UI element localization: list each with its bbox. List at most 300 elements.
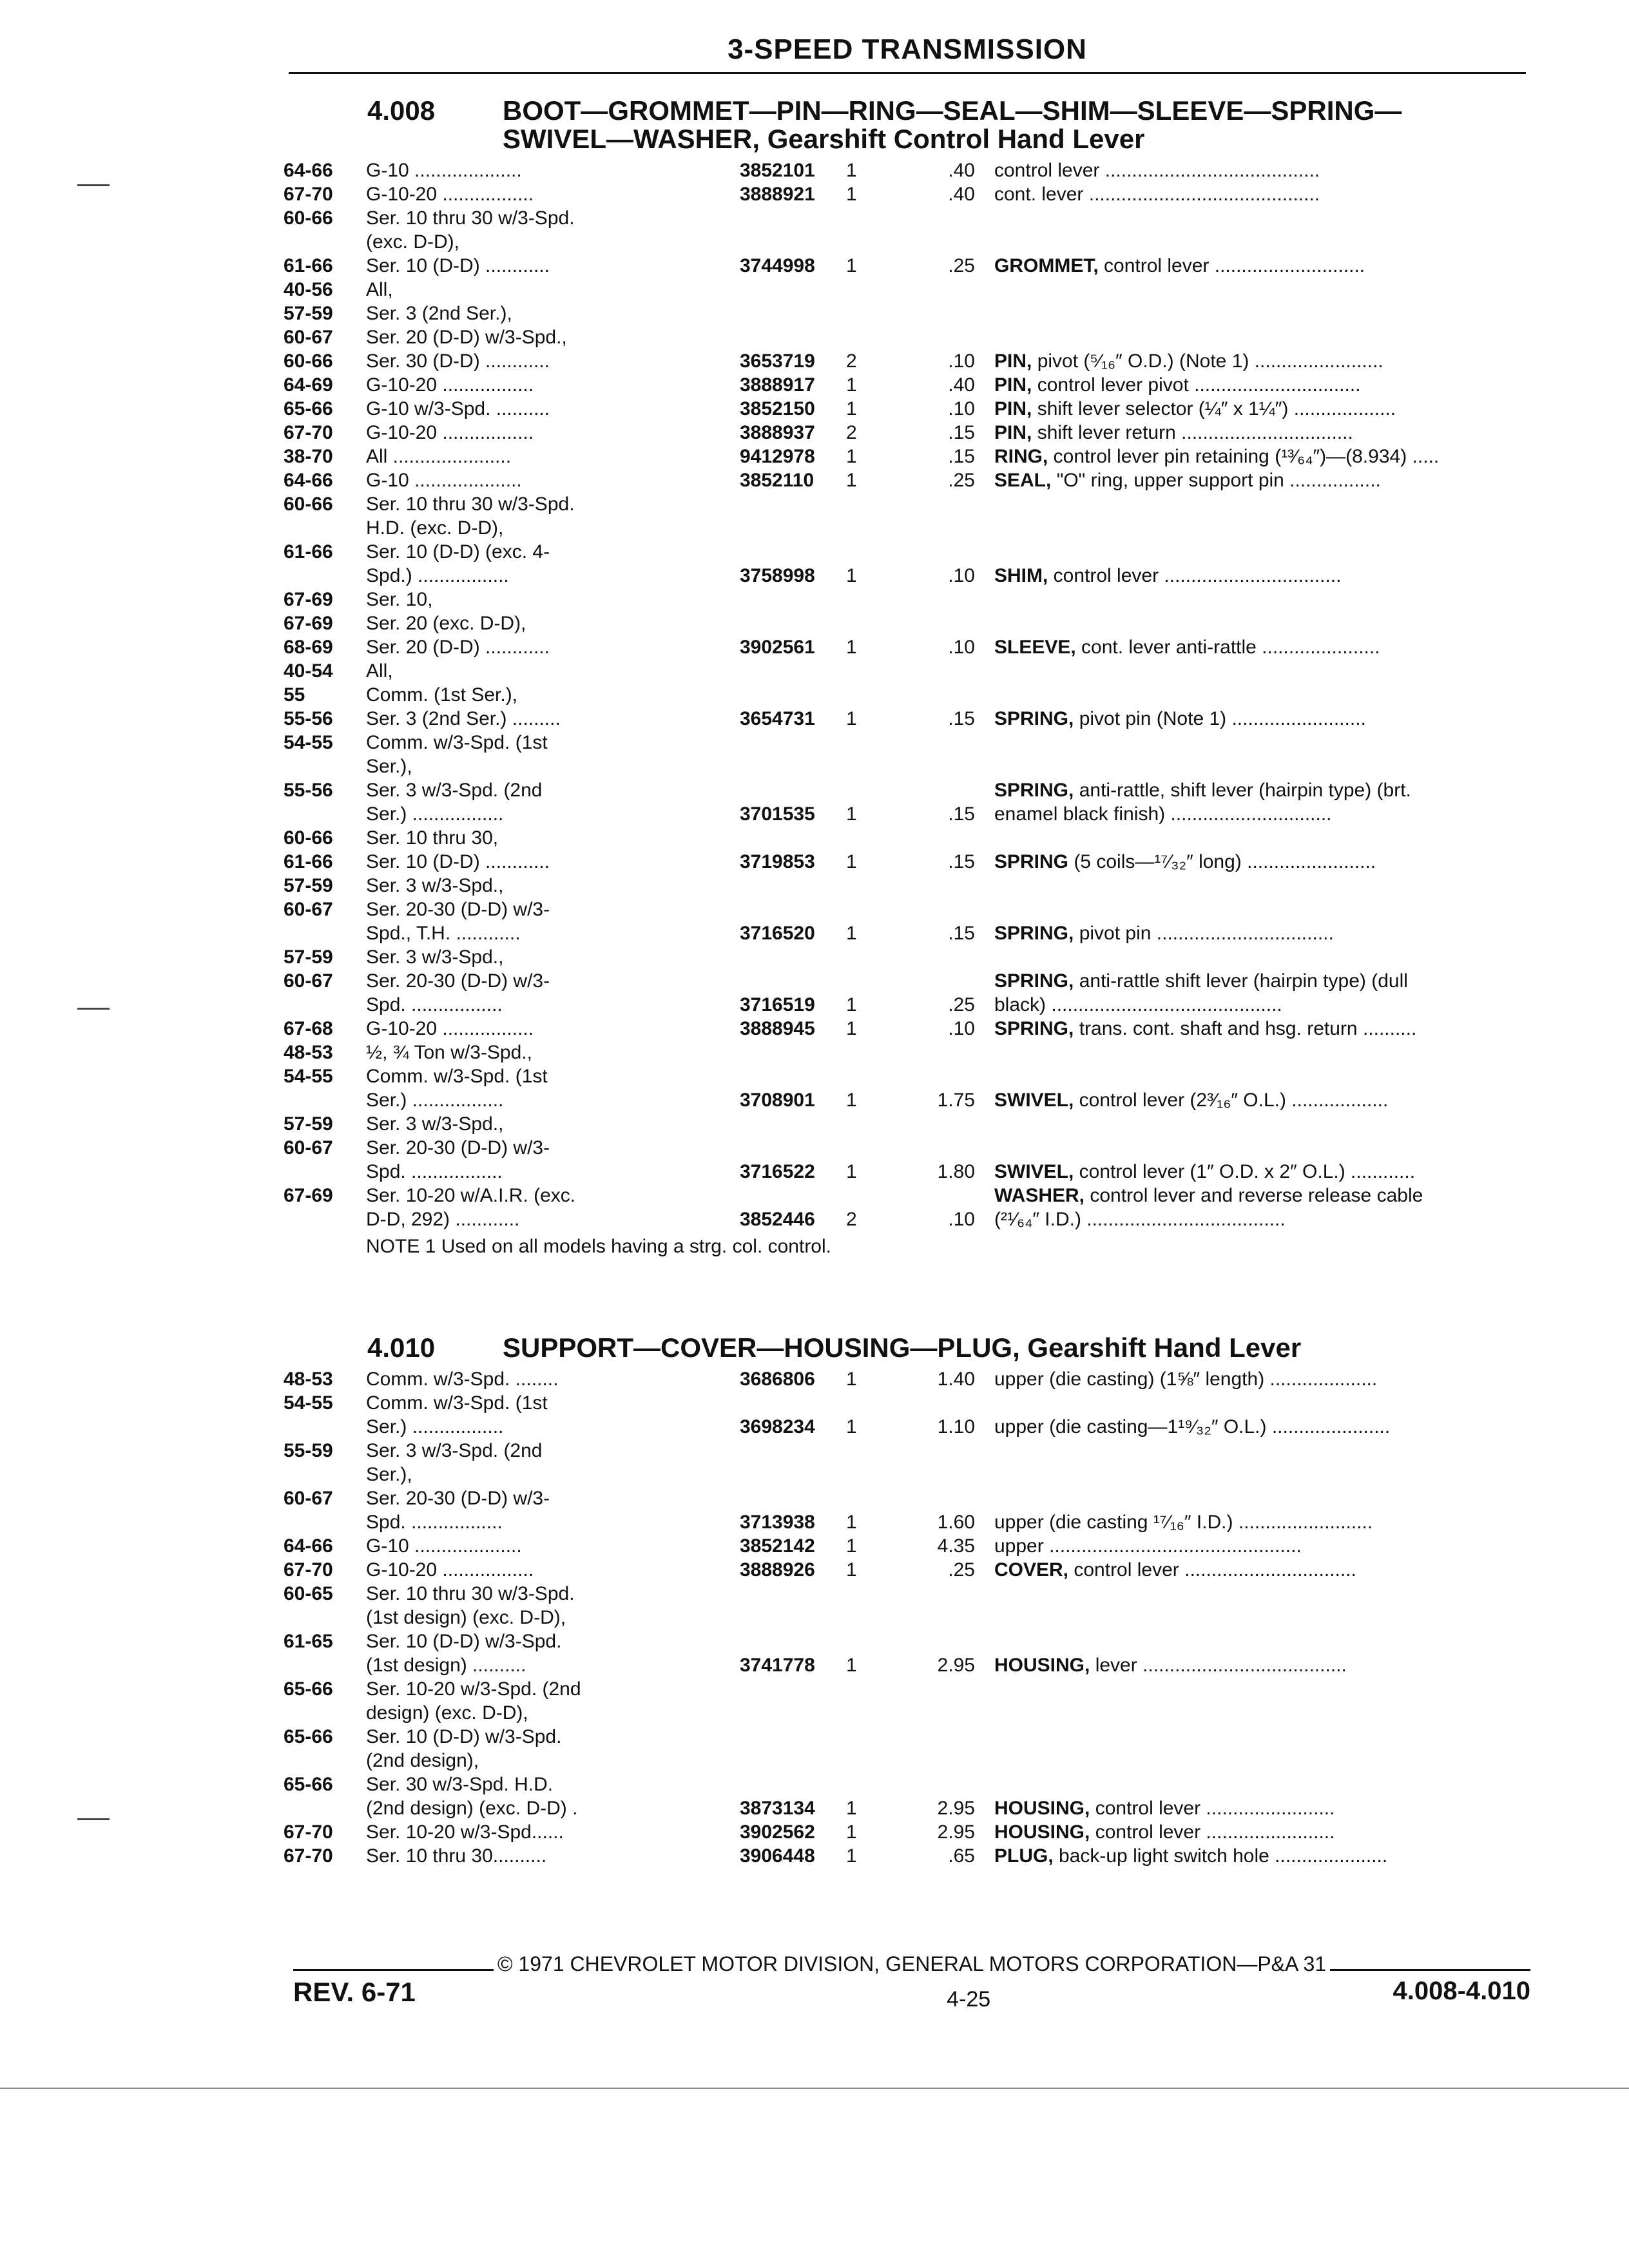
model-years: 60-67 [284,899,333,920]
price: 1.60 [937,1512,975,1533]
part-number: 3654731 [740,708,815,729]
part-name: SPRING, [994,1018,1074,1039]
part-description [994,707,1508,731]
table-row [284,731,1534,778]
quantity: 1 [846,398,857,419]
price: 1.80 [937,1161,975,1182]
price: .10 [948,398,975,419]
model-years: 67-69 [284,589,333,610]
part-name: SPRING, [994,708,1074,729]
table-row [284,254,1534,278]
model-application: Ser. 20-30 (D-D) w/3- Spd., T.H. ............ [366,899,550,944]
part-description [994,373,1508,397]
section-heading [367,97,1534,153]
part-detail: upper (die casting) (1⅝″ length) .................... [994,1369,1378,1390]
part-name: SPRING, [994,970,1074,992]
table-row [284,1486,1534,1534]
part-number: 9412978 [740,446,815,467]
model-years: 61-66 [284,255,333,276]
part-description [994,1534,1508,1558]
part-name: PLUG, [994,1845,1054,1867]
part-description [994,921,1508,945]
quantity: 1 [846,851,857,872]
model-years: 57-59 [284,875,333,896]
part-name: HOUSING, [994,1798,1090,1819]
part-name: SEAL, [994,470,1052,491]
quantity: 2 [846,351,857,372]
table-row [284,445,1534,468]
table-row [284,588,1534,611]
table-row [284,1064,1534,1112]
part-number: 3758998 [740,565,815,586]
model-application: Ser. 3 w/3-Spd. (2nd Ser.) ................. [366,780,543,825]
model-application: G-10 .................... [366,1535,522,1557]
model-application: Ser. 30 (D-D) ............ [366,351,550,372]
part-name: SPRING, [994,780,1074,801]
part-description [994,1510,1508,1534]
parts-table [284,1367,1534,1868]
price: 1.40 [937,1369,975,1390]
model-application: Ser. 10 (D-D) w/3-Spd. (2nd design), [366,1726,562,1771]
part-detail: control lever pivot ............................... [1032,374,1361,396]
part-detail: lever ...................................... [1090,1655,1347,1676]
section-number: 4.008 [367,95,436,126]
price: .40 [948,160,975,181]
model-application: Ser. 3 w/3-Spd., [366,947,504,968]
part-detail: anti-rattle shift lever (hairpin type) (dull black) ........................................... [994,970,1408,1015]
part-number: 3716519 [740,994,815,1015]
model-years: 55-59 [284,1440,333,1461]
part-detail: cont. lever ........................................... [994,184,1320,205]
model-application: Ser. 10 (D-D) ............ [366,255,550,276]
part-description [994,159,1508,182]
price: .10 [948,351,975,372]
model-application: G-10-20 ................. [366,1018,534,1039]
table-row [284,1844,1534,1868]
quantity: 1 [846,374,857,396]
table-row [284,874,1534,898]
model-application: G-10 .................... [366,160,522,181]
model-years: 60-67 [284,970,333,992]
model-years: 55-56 [284,708,333,729]
table-row [284,635,1534,659]
quantity: 1 [846,1798,857,1819]
part-number: 3852150 [740,398,815,419]
model-application: All ...................... [366,446,512,467]
part-detail: pivot (⁵⁄₁₆″ O.D.) (Note 1) ........................ [1032,351,1383,372]
model-application: G-10 .................... [366,470,522,491]
part-number: 3852446 [740,1209,815,1230]
table-row [284,1112,1534,1136]
model-years: 68-69 [284,637,333,658]
part-number: 3852142 [740,1535,815,1557]
quantity: 1 [846,1559,857,1581]
model-application: G-10-20 ................. [366,374,534,396]
table-row [284,1439,1534,1486]
price: .40 [948,374,975,396]
model-years: 64-69 [284,374,333,396]
part-detail: cont. lever anti-rattle ...................... [1075,637,1380,658]
table-row [284,540,1534,588]
model-years: 38-70 [284,446,333,467]
table-row [284,182,1534,206]
part-number: 3686806 [740,1369,815,1390]
part-name: HOUSING, [994,1655,1090,1676]
model-application: G-10-20 ................. [366,184,534,205]
table-row [284,302,1534,325]
quantity: 1 [846,1655,857,1676]
header-divider [289,72,1526,74]
part-number: 3701535 [740,803,815,825]
model-years: 67-70 [284,1845,333,1867]
part-detail: control lever ................................. [1048,565,1342,586]
part-description [994,421,1508,445]
model-application: Ser. 10, [366,589,433,610]
part-number: 3902562 [740,1821,815,1843]
table-row [284,206,1534,254]
model-application: G-10-20 ................. [366,1559,534,1581]
quantity: 1 [846,1090,857,1111]
price: .25 [948,255,975,276]
part-number: 3888937 [740,422,815,443]
model-years: 67-70 [284,1559,333,1581]
part-number: 3888945 [740,1018,815,1039]
quantity: 1 [846,565,857,586]
model-years: 60-66 [284,827,333,849]
model-application: Ser. 10 (D-D) (exc. 4- Spd.) ................. [366,541,550,586]
part-number: 3852110 [740,470,815,491]
model-application: Ser. 20 (D-D) ............ [366,637,550,658]
part-number: 3741778 [740,1655,815,1676]
price: .10 [948,565,975,586]
quantity: 1 [846,470,857,491]
part-detail: upper ............................................... [994,1535,1302,1557]
part-detail: pivot pin (Note 1) ......................... [1074,708,1366,729]
part-description [994,254,1508,278]
part-description [994,1367,1508,1391]
table-row [284,1677,1534,1725]
table-row [284,349,1534,373]
table-row [284,468,1534,492]
footer-rule [1330,1969,1530,1971]
table-row [284,492,1534,540]
part-name: RING, [994,446,1048,467]
part-number: 3888921 [740,184,815,205]
part-number: 3653719 [740,351,815,372]
section-range: 4.008-4.010 [1393,1977,1530,2005]
price: .10 [948,637,975,658]
quantity: 1 [846,994,857,1015]
table-row [284,611,1534,635]
section-title: BOOT—GROMMET—PIN—RING—SEAL—SHIM—SLEEVE—SPRING— SWIVEL—WASHER, Gearshift Control Hand Lever [503,95,1402,154]
table-row [284,325,1534,349]
model-application: Ser. 10 thru 30 w/3-Spd. (exc. D-D), [366,207,575,253]
price: .25 [948,994,975,1015]
part-description [994,349,1508,373]
model-application: All, [366,279,393,300]
quantity: 1 [846,1416,857,1437]
part-number: 3716522 [740,1161,815,1182]
model-years: 65-66 [284,1774,333,1795]
quantity: 1 [846,184,857,205]
price: 2.95 [937,1655,975,1676]
part-number: 3888917 [740,374,815,396]
price: 1.75 [937,1090,975,1111]
table-row [284,1017,1534,1041]
part-detail: upper (die casting ¹⁷⁄₁₆″ I.D.) ......................... [994,1512,1373,1533]
table-row [284,159,1534,182]
quantity: 1 [846,1369,857,1390]
model-application: Ser. 10 thru 30.......... [366,1845,547,1867]
table-row [284,778,1534,826]
quantity: 1 [846,160,857,181]
price: .25 [948,1559,975,1581]
model-application: Comm. w/3-Spd. (1st Ser.), [366,732,548,777]
part-detail: control lever (1″ O.D. x 2″ O.L.) ............ [1074,1161,1416,1182]
model-application: Comm. w/3-Spd. (1st Ser.) ................. [366,1392,548,1437]
page-number: 4-25 [947,1987,991,2012]
model-years: 54-55 [284,1392,333,1414]
part-number: 3888926 [740,1559,815,1581]
quantity: 1 [846,255,857,276]
part-number: 3744998 [740,255,815,276]
table-row [284,1184,1534,1231]
model-application: Ser. 10 thru 30 w/3-Spd. (1st design) (exc. D-D), [366,1583,575,1628]
part-description [994,1184,1508,1231]
model-years: 60-65 [284,1583,333,1604]
page-title: 3-SPEED TRANSMISSION [728,34,1087,65]
model-years: 60-67 [284,327,333,348]
part-name: GROMMET, [994,255,1099,276]
model-years: 67-69 [284,1185,333,1206]
table-row [284,1629,1534,1677]
model-application: Comm. (1st Ser.), [366,684,518,706]
table-row [284,1391,1534,1439]
part-name: PIN, [994,351,1032,372]
price: .10 [948,1209,975,1230]
model-years: 55-56 [284,780,333,801]
quantity: 1 [846,803,857,825]
quantity: 1 [846,446,857,467]
table-row [284,1534,1534,1558]
copyright-text: © 1971 CHEVROLET MOTOR DIVISION, GENERAL MOTORS CORPORATION—P&A 31 [497,1952,1327,1975]
price: .65 [948,1845,975,1867]
price: 1.10 [937,1416,975,1437]
part-description [994,850,1508,874]
model-application: G-10 w/3-Spd. .......... [366,398,550,419]
part-detail: (5 coils—¹⁷⁄₃₂″ long) ........................ [1068,851,1376,872]
model-years: 67-69 [284,613,333,634]
model-years: 61-66 [284,851,333,872]
part-name: SHIM, [994,565,1048,586]
model-application: All, [366,660,393,682]
margin-mark [77,1818,110,1820]
table-row [284,1582,1534,1629]
model-years: 61-66 [284,541,333,562]
part-detail: anti-rattle, shift lever (hairpin type) (brt. enamel black finish) .............................. [994,780,1411,825]
part-description [994,778,1508,826]
part-detail: control lever pin retaining (¹³⁄₆₄″)—(8.934) ..... [1048,446,1440,467]
price: 2.95 [937,1798,975,1819]
part-number: 3708901 [740,1090,815,1111]
part-name: PIN, [994,422,1032,443]
model-years: 54-55 [284,1066,333,1087]
price: 2.95 [937,1821,975,1843]
model-years: 64-66 [284,470,333,491]
table-row [284,1725,1534,1773]
footer-rule [293,1969,494,1971]
quantity: 1 [846,708,857,729]
part-number: 3698234 [740,1416,815,1437]
table-row [284,1558,1534,1582]
price: .15 [948,923,975,944]
part-name: SPRING, [994,923,1074,944]
model-application: Ser. 20 (exc. D-D), [366,613,526,634]
table-row [284,659,1534,683]
part-name: SPRING [994,851,1069,872]
table-row [284,1041,1534,1064]
model-application: Ser. 3 w/3-Spd. (2nd Ser.), [366,1440,543,1485]
margin-mark [77,1008,110,1010]
quantity: 1 [846,1161,857,1182]
part-detail: control lever ........................................ [994,160,1320,181]
table-row [284,1367,1534,1391]
model-application: Ser. 3 w/3-Spd., [366,1113,504,1135]
table-row [284,707,1534,731]
model-application: Comm. w/3-Spd. (1st Ser.) ................. [366,1066,548,1111]
model-application: Ser. 10-20 w/3-Spd. (2nd design) (exc. D-D), [366,1678,581,1724]
part-description [994,635,1508,659]
table-row [284,683,1534,707]
part-description [994,1796,1508,1820]
part-detail: control lever ............................ [1098,255,1365,276]
section-4-008 [284,97,1534,1260]
model-years: 65-66 [284,1726,333,1747]
model-years: 64-66 [284,160,333,181]
part-detail: shift lever selector (¼″ x 1¼″) ................... [1032,398,1396,419]
model-years: 67-70 [284,184,333,205]
part-number: 3902561 [740,637,815,658]
model-years: 55 [284,684,305,706]
section-title: SUPPORT—COVER—HOUSING—PLUG, Gearshift Hand Lever [503,1332,1302,1363]
table-row [284,969,1534,1017]
part-name: PIN, [994,374,1032,396]
model-application: Ser. 20-30 (D-D) w/3- Spd. ................. [366,1488,550,1533]
model-years: 57-59 [284,303,333,324]
part-detail: control lever (2³⁄₁₆″ O.L.) .................. [1074,1090,1389,1111]
part-description [994,1653,1508,1677]
price: .15 [948,708,975,729]
part-name: WASHER, [994,1185,1085,1206]
quantity: 2 [846,422,857,443]
table-row [284,421,1534,445]
parts-table [284,159,1534,1231]
price: .10 [948,1018,975,1039]
part-description [994,1017,1508,1041]
quantity: 1 [846,1821,857,1843]
table-row [284,1773,1534,1820]
model-application: Ser. 20 (D-D) w/3-Spd., [366,327,567,348]
model-application: Ser. 3 (2nd Ser.), [366,303,512,324]
part-detail: upper (die casting—1¹⁹⁄₃₂″ O.L.) ...................... [994,1416,1391,1437]
model-years: 60-67 [284,1488,333,1509]
table-row [284,397,1534,421]
quantity: 1 [846,1845,857,1867]
model-years: 64-66 [284,1535,333,1557]
model-application: Ser. 10-20 w/3-Spd...... [366,1821,564,1843]
model-application: Ser. 30 w/3-Spd. H.D. (2nd design) (exc. D-D) . [366,1774,578,1819]
model-years: 60-66 [284,351,333,372]
part-number: 3719853 [740,851,815,872]
part-description [994,969,1508,1017]
revision-label: REV. 6-71 [293,1977,416,2007]
table-row [284,278,1534,302]
part-description [994,1088,1508,1112]
part-description [994,1558,1508,1582]
part-description [994,468,1508,492]
part-number: 3852101 [740,160,815,181]
part-description [994,182,1508,206]
table-row [284,898,1534,945]
model-years: 65-66 [284,1678,333,1700]
part-detail: trans. cont. shaft and hsg. return .......... [1074,1018,1417,1039]
model-application: ½, ¾ Ton w/3-Spd., [366,1042,532,1063]
model-years: 67-68 [284,1018,333,1039]
quantity: 1 [846,1535,857,1557]
quantity: 2 [846,1209,857,1230]
price: .25 [948,470,975,491]
part-number: 3873134 [740,1798,815,1819]
part-detail: control lever and reverse release cable (²¹⁄₆₄″ I.D.) ..................................... [994,1185,1423,1230]
model-application: Ser. 20-30 (D-D) w/3- Spd. ................. [366,970,550,1015]
part-description [994,1844,1508,1868]
price: .15 [948,422,975,443]
margin-mark [77,184,110,186]
part-number: 3906448 [740,1845,815,1867]
part-number: 3713938 [740,1512,815,1533]
model-application: G-10-20 ................. [366,422,534,443]
part-description [994,1820,1508,1844]
model-years: 65-66 [284,398,333,419]
table-row [284,850,1534,874]
model-application: Ser. 3 (2nd Ser.) ......... [366,708,561,729]
section-4-010 [284,1334,1534,1868]
price: 4.35 [937,1535,975,1557]
part-name: HOUSING, [994,1821,1090,1843]
part-name: SWIVEL, [994,1161,1074,1182]
price: .15 [948,446,975,467]
table-row [284,1820,1534,1844]
model-application: Ser. 10 (D-D) w/3-Spd. (1st design) .......... [366,1631,562,1676]
model-years: 48-53 [284,1042,333,1063]
model-years: 40-56 [284,279,333,300]
part-name: SWIVEL, [994,1090,1074,1111]
model-years: 60-66 [284,207,333,229]
model-years: 48-53 [284,1369,333,1390]
model-years: 60-66 [284,494,333,515]
price: .40 [948,184,975,205]
part-name: COVER, [994,1559,1069,1581]
part-detail: "O" ring, upper support pin ................. [1051,470,1381,491]
part-description [994,1160,1508,1184]
part-name: PIN, [994,398,1032,419]
table-row [284,1136,1534,1184]
scan-edge-line [0,2088,1629,2089]
part-number: 3716520 [740,923,815,944]
section-note: NOTE 1 Used on all models having a strg. col. control. [366,1236,831,1257]
model-years: 54-55 [284,732,333,753]
model-years: 40-54 [284,660,333,682]
